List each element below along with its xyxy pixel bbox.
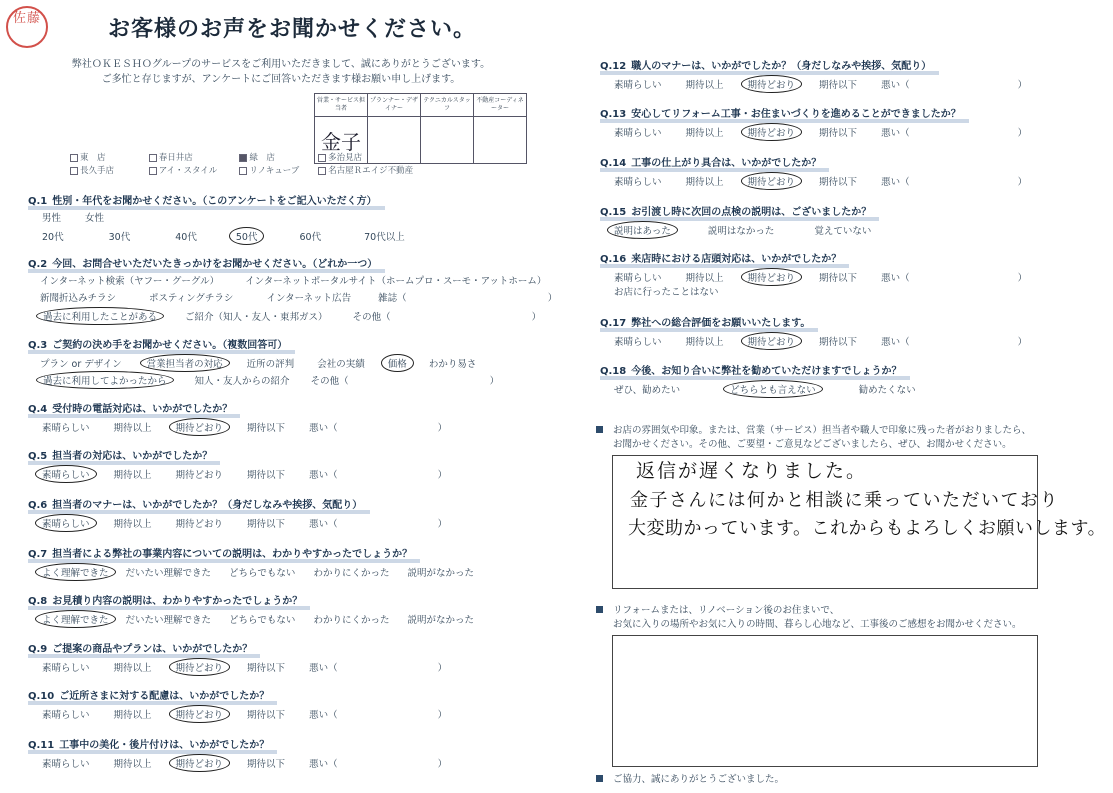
option[interactable]: 会社の実績 [317, 359, 365, 370]
bracket: ） [1017, 337, 1028, 348]
bracket: ） [1017, 273, 1028, 284]
question-q1: Q.1 性別・年代をお聞かせください。（このアンケートをご記入いただく方） [28, 192, 377, 207]
thanks-text: ご協力、誠にありがとうございました。 [613, 774, 785, 785]
option[interactable]: 期待以下 [247, 470, 286, 481]
q3-options-row2 [40, 371, 523, 389]
handwritten-line: 返信が遅くなりました。 [636, 460, 868, 482]
option[interactable]: 説明はなかった [707, 226, 775, 237]
option[interactable]: どちらでもない [229, 615, 296, 626]
question-q8: Q.8 お見積り内容の説明は、わかりやすかったでしょうか？ [28, 592, 302, 607]
option[interactable]: 期待以下 [819, 128, 858, 139]
intro-text [46, 57, 516, 87]
handwritten-line: 大変助かっています。これからもよろしくお願いします。 [628, 518, 1107, 539]
prompt-line: お聞かせください。その他、ご要望・ご意見などございましたら、ぜひ、お聞かせください。 [613, 439, 1012, 450]
option[interactable]: 素晴らしい [42, 663, 90, 674]
comment2-prompt [596, 604, 1022, 632]
option-selected[interactable]: 過去に利用したことがある [36, 307, 164, 325]
handwritten-line: 金子さんには何かと相談に乗っていただいており [630, 490, 1059, 511]
option[interactable]: 期待以上 [113, 759, 152, 770]
section-square-icon [596, 775, 603, 782]
bracket: ） [437, 423, 448, 434]
bracket: ） [489, 376, 500, 387]
option[interactable]: 期待以上 [113, 663, 152, 674]
checkbox[interactable] [149, 154, 157, 162]
option[interactable]: 知人・友人からの紹介 [194, 376, 290, 387]
option[interactable]: わかり易さ [428, 359, 477, 370]
option[interactable]: 悪い（ [309, 710, 338, 721]
bracket: ） [1017, 177, 1028, 188]
option-selected[interactable]: 期待どおり [169, 705, 231, 723]
bracket: ） [437, 710, 448, 721]
question-q12: Q.12 職人のマナーは、いかがでしたか？（身だしなみや挨拶、気配り） [600, 57, 931, 72]
prompt-line: リフォームまたは、リノベーション後のお住まいで、 [613, 605, 840, 616]
personal-seal-stamp: 佐藤 [6, 6, 48, 48]
option[interactable]: 素晴らしい [614, 337, 662, 348]
checkbox[interactable] [239, 167, 247, 175]
option[interactable]: 雑誌（ [378, 293, 407, 304]
question-q11: Q.11 工事中の美化・後片付けは、いかがでしたか？ [28, 736, 269, 751]
checkbox[interactable] [70, 167, 78, 175]
option[interactable]: 素晴らしい [614, 128, 662, 139]
option-selected[interactable]: 50代 [229, 227, 265, 245]
q11-options [42, 754, 471, 772]
question-q15: Q.15 お引渡し時に次回の点検の説明は、ございましたか？ [600, 203, 871, 218]
option[interactable]: 期待以下 [247, 519, 286, 530]
option[interactable]: 説明がなかった [407, 568, 474, 579]
option[interactable]: 期待以下 [819, 80, 858, 91]
option[interactable]: 期待以上 [113, 519, 152, 530]
option[interactable]: だいたい理解できた [125, 615, 212, 626]
store-option[interactable]: 東 店 [70, 151, 142, 163]
option[interactable]: 期待以下 [247, 759, 286, 770]
q13-options [614, 123, 1051, 141]
checkbox[interactable] [70, 154, 78, 162]
bracket: ） [1017, 80, 1028, 91]
question-q3: Q.3 ご契約の決め手をお聞かせください。（複数回答可） [28, 336, 287, 351]
store-option[interactable]: 長久手店 [70, 164, 142, 176]
option-selected[interactable]: 価格 [381, 354, 414, 372]
option[interactable]: 女性 [85, 213, 105, 224]
question-q6: Q.6 担当者のマナーは、いかがでしたか？（身だしなみや挨拶、気配り） [28, 496, 362, 511]
option[interactable]: ポスティングチラシ [149, 293, 234, 304]
option[interactable]: 悪い（ [309, 519, 338, 530]
option-selected[interactable]: 説明はあった [607, 221, 678, 239]
q8-options [42, 610, 498, 628]
checkbox[interactable] [318, 167, 326, 175]
section-square-icon [596, 606, 603, 613]
option[interactable]: 期待以上 [113, 470, 152, 481]
option[interactable]: 60代 [299, 232, 322, 243]
staff-header: 営業・サービス担当者 [315, 94, 368, 117]
option[interactable]: 70代以上 [364, 232, 405, 243]
option[interactable]: 近所の評判 [246, 359, 295, 370]
option-selected[interactable]: 過去に利用してよかったから [36, 371, 174, 389]
staff-header: テクニカルスタッフ [421, 94, 474, 117]
staff-header: プランナー・デザイナー [368, 94, 421, 117]
option[interactable]: 期待以下 [819, 273, 858, 284]
bracket: ） [437, 663, 448, 674]
option[interactable]: 悪い（ [309, 663, 338, 674]
option-selected[interactable]: 期待どおり [169, 418, 231, 436]
q6-options [42, 514, 471, 532]
option-selected[interactable]: 営業担当者の対応 [140, 354, 230, 372]
option-selected[interactable]: どちらとも言えない [723, 380, 823, 398]
staff-value-sales[interactable]: 金子 [315, 117, 368, 164]
option[interactable]: インターネット検索（ヤフー・グーグル） [40, 276, 220, 287]
option[interactable]: インターネット広告 [266, 293, 352, 304]
bracket: ） [437, 759, 448, 770]
option[interactable]: 期待以下 [247, 423, 286, 434]
question-q9: Q.9 ご提案の商品やプランは、いかがでしたか？ [28, 640, 252, 655]
option[interactable]: 素晴らしい [42, 423, 90, 434]
option[interactable]: 期待以上 [685, 337, 724, 348]
q2-options-row2 [40, 290, 581, 304]
option[interactable]: わかりにくかった [313, 568, 390, 579]
comment2-box[interactable] [612, 635, 1038, 767]
option[interactable]: どちらでもない [229, 568, 296, 579]
option[interactable]: 期待以下 [819, 177, 858, 188]
option[interactable]: 悪い（ [309, 470, 338, 481]
option[interactable]: 期待以下 [819, 337, 858, 348]
bracket: ） [437, 519, 448, 530]
store-option[interactable]: 名古屋Ｒエイジ不動産 [318, 164, 413, 176]
option[interactable]: 説明がなかった [407, 615, 474, 626]
option[interactable]: インターネットポータルサイト（ホームプロ・スーモ・アットホーム） [245, 276, 547, 287]
q12-options [614, 75, 1051, 93]
question-q17: Q.17 弊社への総合評価をお願いいたします。 [600, 314, 810, 329]
question-q14: Q.14 工事の仕上がり具合は、いかがでしたか？ [600, 154, 821, 169]
option[interactable]: その他（ [310, 376, 349, 387]
option[interactable]: 40代 [175, 232, 197, 243]
option-selected[interactable]: 期待どおり [741, 332, 803, 350]
option[interactable]: 覚えていない [814, 226, 872, 237]
q7-options [42, 563, 498, 581]
option-selected[interactable]: よく理解できた [35, 610, 116, 628]
comment1-prompt [596, 424, 1031, 452]
option[interactable]: わかりにくかった [313, 615, 390, 626]
q14-options [614, 172, 1051, 190]
option[interactable]: 期待以上 [685, 273, 724, 284]
q16-extra-option [614, 284, 743, 298]
option[interactable]: 素晴らしい [614, 80, 662, 91]
option-selected[interactable]: 期待どおり [741, 75, 803, 93]
option[interactable]: 悪い（ [309, 759, 338, 770]
staff-value-realestate[interactable] [474, 117, 527, 164]
checkbox-checked[interactable] [239, 154, 247, 162]
bracket: ） [547, 293, 558, 304]
question-q10: Q.10 ご近所さまに対する配慮は、いかがでしたか？ [28, 687, 269, 702]
question-q13: Q.13 安心してリフォーム工事・お住まいづくりを進めることができましたか？ [600, 105, 961, 120]
q9-options [42, 658, 471, 676]
option[interactable]: 男性 [42, 213, 62, 224]
store-option[interactable]: アイ・スタイル [149, 164, 233, 176]
option[interactable]: 悪い（ [881, 128, 910, 139]
option[interactable]: 素晴らしい [42, 759, 90, 770]
option-selected[interactable]: 期待どおり [169, 754, 231, 772]
option[interactable]: 期待以上 [113, 423, 152, 434]
store-option[interactable]: 春日井店 [149, 151, 233, 163]
q15-options [614, 221, 895, 239]
bracket: ） [437, 470, 448, 481]
option[interactable]: 20代 [42, 232, 64, 243]
q4-options [42, 418, 471, 436]
prompt-line: お店の雰囲気や印象。または、営業（サービス）担当者や職人で印象に残った者がおりましたら、 [613, 425, 1032, 436]
option[interactable]: 期待以上 [685, 128, 724, 139]
option[interactable]: お店に行ったことはない [614, 287, 719, 298]
option[interactable]: 新聞折込みチラシ [40, 293, 117, 304]
q17-options [614, 332, 1051, 350]
option[interactable]: 期待以上 [685, 80, 724, 91]
checkbox[interactable] [318, 154, 326, 162]
option[interactable]: 期待以上 [113, 710, 152, 721]
q10-options [42, 705, 471, 723]
store-option[interactable]: 多治見店 [318, 151, 362, 163]
option[interactable]: 期待どおり [175, 519, 224, 530]
option-selected[interactable]: 期待どおり [741, 172, 803, 190]
option[interactable]: 悪い（ [881, 177, 910, 188]
option[interactable]: 悪い（ [881, 273, 910, 284]
option-selected[interactable]: よく理解できた [35, 563, 116, 581]
option-selected[interactable]: 素晴らしい [35, 465, 97, 483]
checkbox[interactable] [149, 167, 157, 175]
option[interactable]: 悪い（ [309, 423, 338, 434]
option[interactable]: 素晴らしい [42, 710, 90, 721]
q18-options [614, 380, 940, 398]
q5-options [42, 465, 471, 483]
bracket: ） [531, 312, 542, 323]
option[interactable]: プラン or デザイン [40, 359, 122, 370]
question-q18: Q.18 今後、お知り合いに弊社を勧めていただけますでしょうか？ [600, 362, 902, 377]
question-q7: Q.7 担当者による弊社の事業内容についての説明は、わかりやすかったでしょうか？ [28, 545, 412, 560]
option[interactable]: 期待以下 [247, 710, 286, 721]
option[interactable]: 勧めたくない [858, 385, 916, 396]
prompt-line: お気に入りの場所やお気に入りの時間、暮らし心地など、工事後のご感想をお聞かせください。 [613, 619, 1022, 630]
option[interactable]: だいたい理解できた [125, 568, 212, 579]
q3-options-row1 [40, 354, 500, 372]
intro-line: 弊社ＯＫＥＳＨＯグループのサービスをご利用いただきまして、誠にありがとうございます。 [71, 59, 491, 70]
option[interactable]: ぜひ、勧めたい [614, 385, 681, 396]
store-option[interactable]: リノキューブ [239, 164, 311, 176]
thanks-line [596, 771, 784, 785]
question-q4: Q.4 受付時の電話対応は、いかがでしたか？ [28, 400, 232, 415]
store-checklist [70, 151, 430, 177]
question-q2: Q.2 今回、お問合せいただいたきっかけをお聞かせください。（どれか一つ） [28, 255, 377, 270]
option-selected[interactable]: 素晴らしい [35, 514, 97, 532]
option[interactable]: 悪い（ [881, 337, 910, 348]
q2-options-row1 [40, 273, 570, 287]
question-q5: Q.5 担当者の対応は、いかがでしたか？ [28, 447, 212, 462]
option-selected[interactable]: 期待どおり [741, 268, 803, 286]
option[interactable]: 30代 [108, 232, 131, 243]
option-selected[interactable]: 期待どおり [169, 658, 231, 676]
store-option[interactable]: 緑 店 [239, 151, 311, 163]
page-title: お客様のお声をお聞かせください。 [108, 17, 477, 42]
q2-options-row3 [40, 307, 565, 325]
option[interactable]: その他（ [352, 312, 391, 323]
option[interactable]: 期待以下 [247, 663, 286, 674]
option-selected[interactable]: 期待どおり [741, 123, 803, 141]
staff-header: 不動産コーディネーター [474, 94, 527, 117]
intro-line: ご多忙と存じますが、アンケートにご回答いただきます様お願い申し上げます。 [101, 74, 461, 85]
section-square-icon [596, 426, 603, 433]
question-q16: Q.16 来店時における店頭対応は、いかがでしたか？ [600, 250, 841, 265]
option[interactable]: 悪い（ [881, 80, 910, 91]
bracket: ） [1017, 128, 1028, 139]
option[interactable]: ご紹介（知人・友人・東邦ガス） [185, 312, 328, 323]
q1-gender-options [42, 210, 128, 224]
option[interactable]: 素晴らしい [614, 177, 662, 188]
option[interactable]: 期待どおり [175, 470, 224, 481]
q1-age-options [42, 227, 429, 245]
option[interactable]: 素晴らしい [614, 273, 662, 284]
option[interactable]: 期待以上 [685, 177, 724, 188]
